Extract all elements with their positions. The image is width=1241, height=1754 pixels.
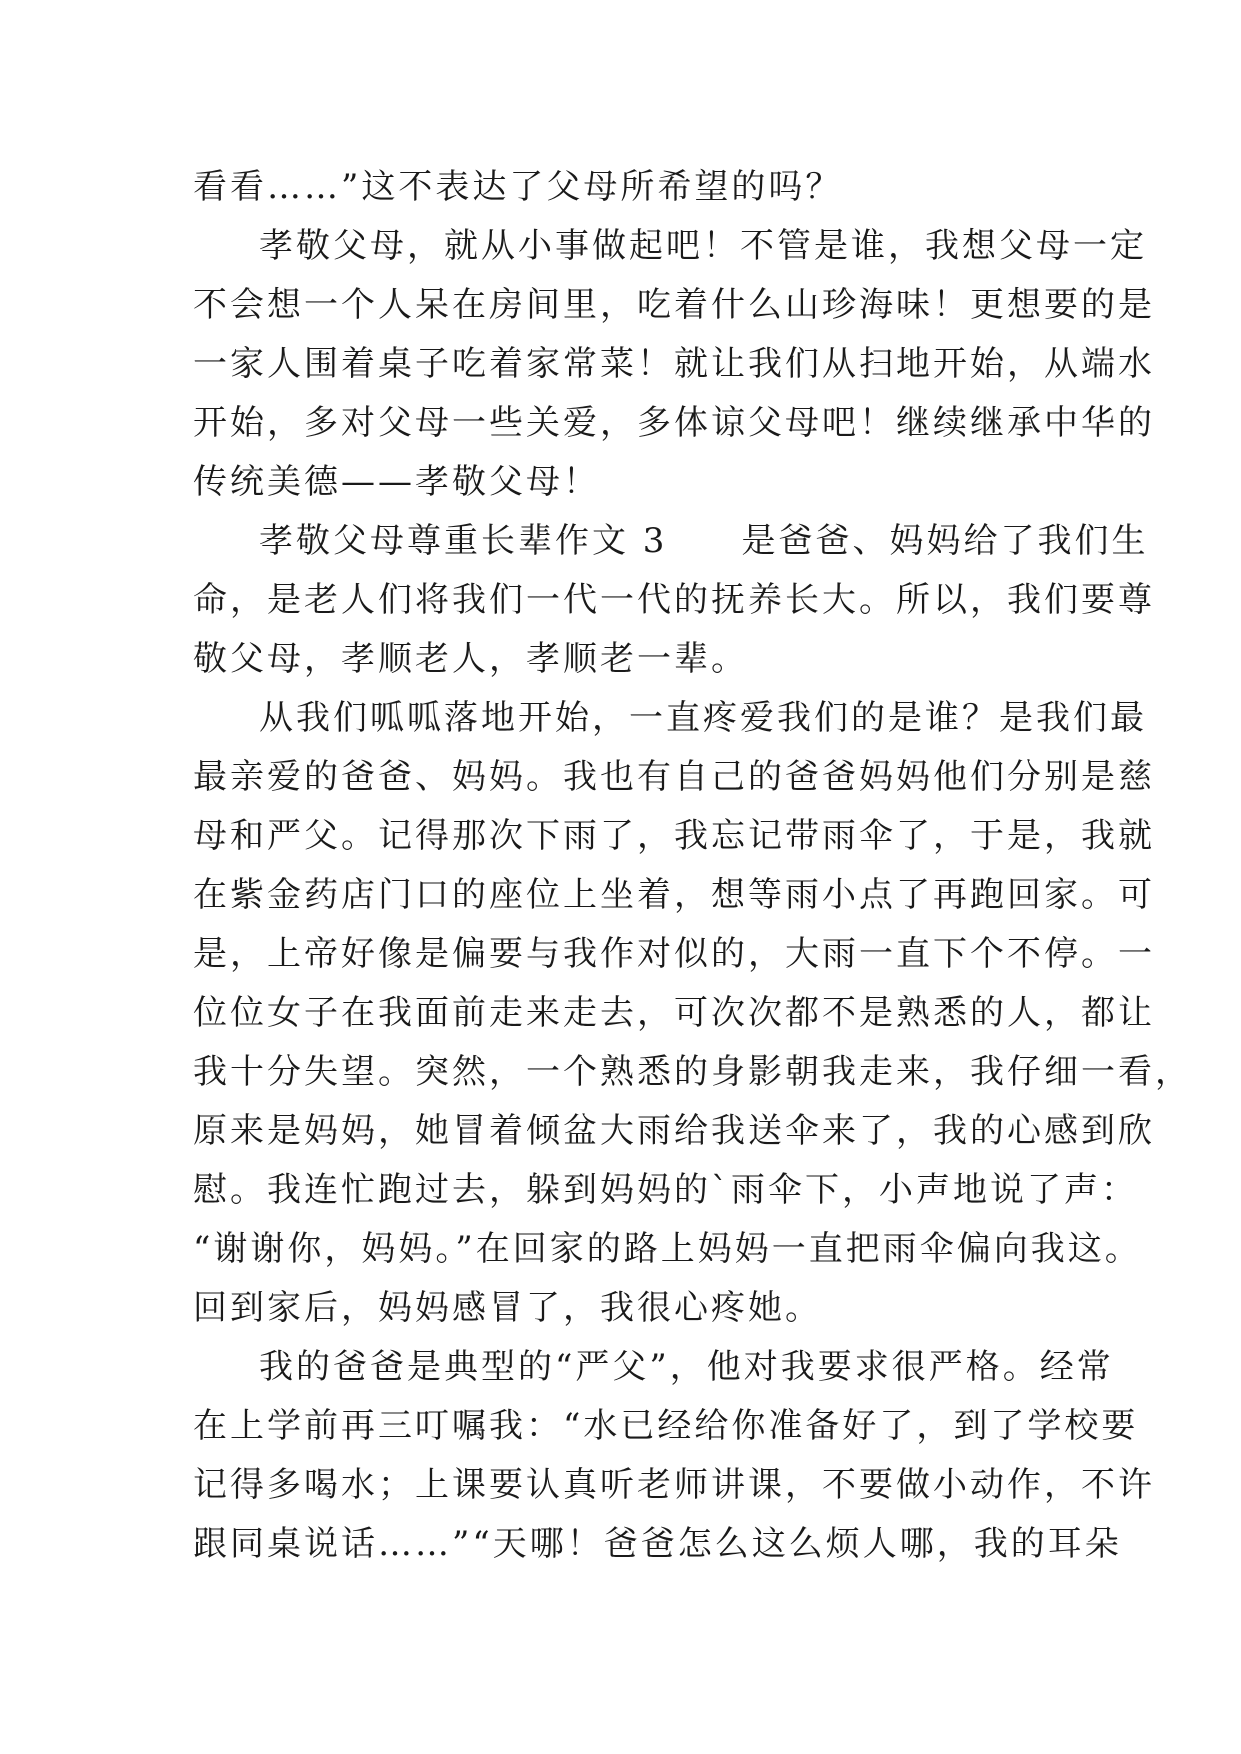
text-line: 在紫金药店门口的座位上坐着，想等雨小点了再跑回家。可 [193, 875, 1155, 915]
text-line: 开始，多对父母一些关爱，多体谅父母吧！继续继承中华的 [193, 403, 1155, 443]
text-line: 从我们呱呱落地开始，一直疼爱我们的是谁？是我们最 [259, 698, 1147, 738]
text-line: 慰。我连忙跑过去，躲到妈妈的`雨伞下，小声地说了声： [193, 1170, 1138, 1210]
text-line: 孝敬父母，就从小事做起吧！不管是谁，我想父母一定 [259, 226, 1147, 266]
text-line: 命，是老人们将我们一代一代的抚养长大。所以，我们要尊 [193, 580, 1155, 620]
text-line: 在上学前再三叮嘱我：“水已经给你准备好了，到了学校要 [193, 1406, 1139, 1446]
text-line: 孝敬父母尊重长辈作文 3 是爸爸、妈妈给了我们生 [259, 521, 1149, 561]
text-line: “谢谢你，妈妈。”在回家的路上妈妈一直把雨伞偏向我这。 [193, 1229, 1142, 1269]
text-line: 回到家后，妈妈感冒了，我很心疼她。 [193, 1288, 822, 1328]
text-line: 最亲爱的爸爸、妈妈。我也有自己的爸爸妈妈他们分别是慈 [193, 757, 1155, 797]
text-line: 跟同桌说话……”“天哪！爸爸怎么这么烦人哪，我的耳朵 [193, 1524, 1122, 1564]
text-line: 记得多喝水；上课要认真听老师讲课，不要做小动作，不许 [193, 1465, 1155, 1505]
text-line: 传统美德——孝敬父母！ [193, 462, 600, 502]
text-line: 我的爸爸是典型的“严父”，他对我要求很严格。经常 [259, 1347, 1114, 1387]
text-line: 不会想一个人呆在房间里，吃着什么山珍海味！更想要的是 [193, 285, 1155, 325]
text-line: 我十分失望。突然，一个熟悉的身影朝我走来，我仔细一看， [193, 1052, 1192, 1092]
text-line: 看看……”这不表达了父母所希望的吗？ [193, 167, 843, 207]
text-line: 敬父母，孝顺老人，孝顺老一辈。 [193, 639, 748, 679]
text-line: 是，上帝好像是偏要与我作对似的，大雨一直下个不停。一 [193, 934, 1155, 974]
text-line: 原来是妈妈，她冒着倾盆大雨给我送伞来了，我的心感到欣 [193, 1111, 1155, 1151]
text-line: 一家人围着桌子吃着家常菜！就让我们从扫地开始，从端水 [193, 344, 1155, 384]
body-text [193, 158, 1192, 1574]
text-line: 母和严父。记得那次下雨了，我忘记带雨伞了，于是，我就 [193, 816, 1155, 856]
text-line: 位位女子在我面前走来走去，可次次都不是熟悉的人，都让 [193, 993, 1155, 1033]
